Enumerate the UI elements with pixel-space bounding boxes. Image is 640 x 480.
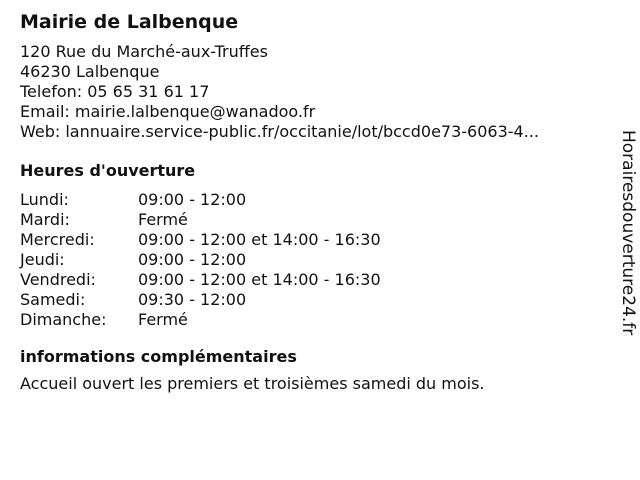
street-address: 120 Rue du Marché-aux-Truffes [20,42,268,61]
hours-row [20,250,605,270]
address-block [20,42,605,142]
hours-time: Fermé [138,310,188,329]
info-text: Accueil ouvert les premiers et troisièmes samedi du mois. [20,374,485,393]
hours-day: Mercredi: [20,230,95,249]
hours-time: Fermé [138,210,188,229]
content-area [20,10,605,394]
hours-time: 09:00 - 12:00 [138,190,247,209]
hours-time: 09:00 - 12:00 et 14:00 - 16:30 [138,230,381,249]
info-title: informations complémentaires [20,347,297,366]
hours-time: 09:00 - 12:00 [138,250,247,269]
email-address: Email: mairie.lalbenque@wanadoo.fr [20,102,316,121]
hours-row [20,310,605,330]
hours-day: Jeudi: [20,250,65,269]
hours-row [20,230,605,250]
hours-day: Lundi: [20,190,69,209]
hours-row [20,190,605,210]
hours-day: Mardi: [20,210,70,229]
hours-row [20,290,605,310]
hours-row [20,210,605,230]
hours-day: Samedi: [20,290,86,309]
site-watermark: Horairesdouverture24.fr [618,130,638,336]
city-address: 46230 Lalbenque [20,62,160,81]
phone-number: Telefon: 05 65 31 61 17 [20,82,210,101]
page-title: Mairie de Lalbenque [20,11,239,33]
hours-time: 09:30 - 12:00 [138,290,247,309]
hours-table [20,190,605,330]
website-link: Web: lannuaire.service-public.fr/occitanie/lot/bccd0e73-6063-4... [20,122,539,141]
hours-time: 09:00 - 12:00 et 14:00 - 16:30 [138,270,381,289]
hours-day: Vendredi: [20,270,96,289]
hours-row [20,270,605,290]
hours-day: Dimanche: [20,310,107,329]
hours-title: Heures d'ouverture [20,161,196,180]
